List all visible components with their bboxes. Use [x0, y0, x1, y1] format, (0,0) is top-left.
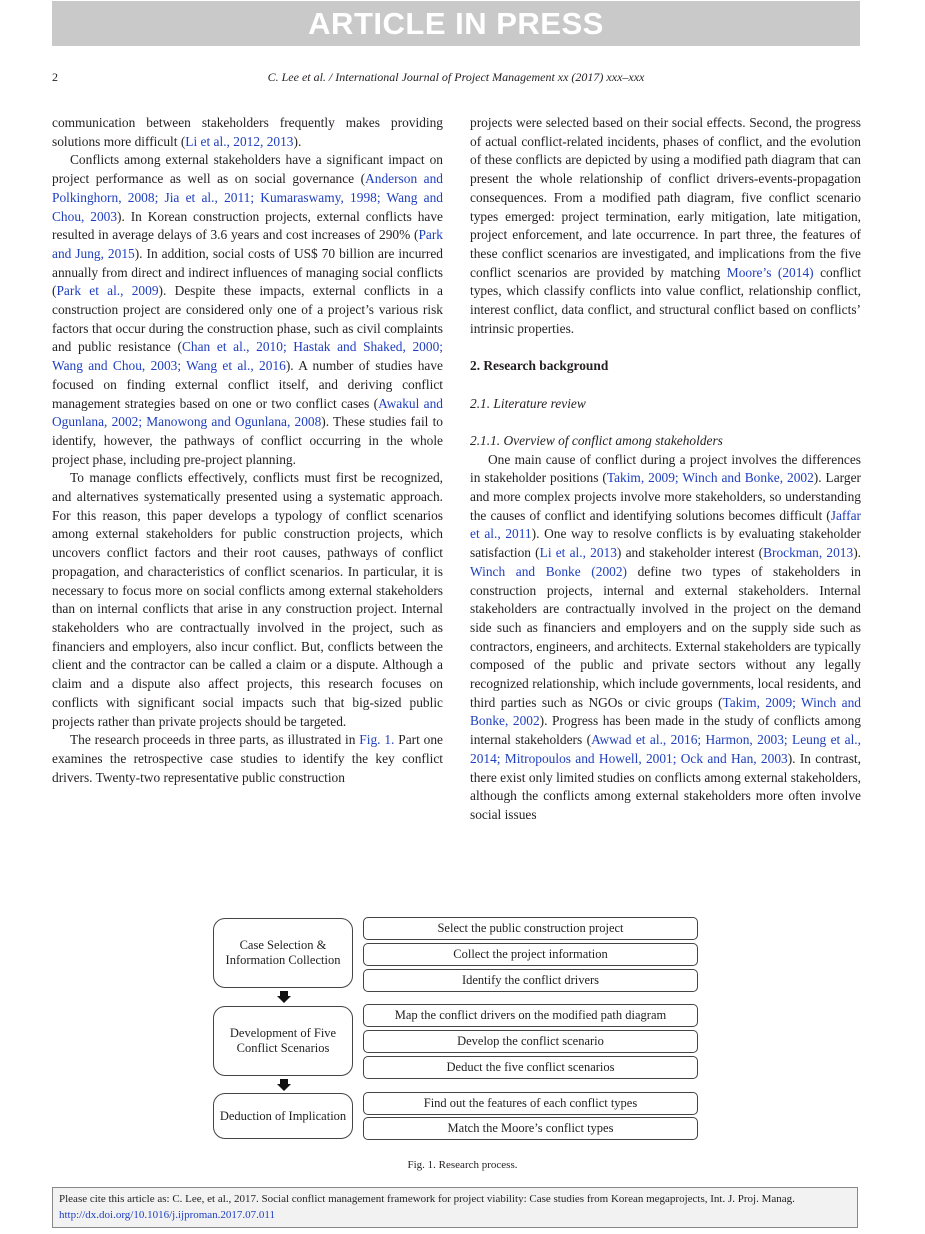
- figure-link[interactable]: Fig. 1.: [359, 732, 395, 748]
- left-column: [52, 114, 443, 787]
- section-heading: 2. Research background: [470, 358, 609, 374]
- citation-link[interactable]: Li et al., 2013: [539, 545, 617, 561]
- step-box: Select the public construction project: [363, 917, 698, 940]
- step-box: Collect the project information: [363, 943, 698, 966]
- step-box: Match the Moore’s conflict types: [363, 1117, 698, 1140]
- running-header: [52, 70, 860, 86]
- step-box: Identify the conflict drivers: [363, 969, 698, 992]
- step-box: Find out the features of each conflict types: [363, 1092, 698, 1115]
- citation-link[interactable]: Winch and Bonke (2002): [470, 563, 627, 579]
- citation-link[interactable]: Awakul and Ogunlana, 2002; Manowong and Ogunlana, 2008: [52, 395, 443, 430]
- citation-link[interactable]: Chan et al., 2010; Hastak and Shaked, 2000; Wang and Chou, 2003; Wang et al., 2016: [52, 339, 443, 374]
- stage-box-implication: Deduction of Implication: [213, 1093, 353, 1139]
- citation-link[interactable]: Park and Jung, 2015: [52, 227, 443, 261]
- citation-notice: [52, 1187, 858, 1228]
- citation-link[interactable]: Anderson and Polkinghorn, 2008; Jia et al., 2011; Kumaraswamy, 1998; Wang and Chou, 2003: [52, 171, 443, 224]
- article-in-press-banner: ARTICLE IN PRESS: [52, 1, 860, 46]
- step-box: Develop the conflict scenario: [363, 1030, 698, 1053]
- citation-link[interactable]: Takim, 2009; Winch and Bonke, 2002: [470, 694, 861, 729]
- down-arrow-icon: [277, 991, 291, 1003]
- stage-box-scenario-development: Development of Five Conflict Scenarios: [213, 1006, 353, 1076]
- paragraph: communication between stakeholders frequently makes providing solutions more difficult (Li et al., 2012, 2013).: [52, 115, 443, 149]
- paragraph: To manage conflicts effectively, conflicts must first be recognized, and alternatives systematically presented using a systematic approach. For this reason, this paper develops a typology of conflict scenarios among external stakeholders for public construction projects, which uncovers conflict factors and their root causes, pathways of conflict propagation, and characteristics of conflict scenarios. In particular, it is necessary to focus more on social conflicts among external stakeholders than on internal conflicts that arise in any construction project. Internal stakeholders who are contractually involved in the project, such as financiers and employers, also incur conflict. But, conflicts between the client and the contractor can be called a claim or a dispute. Although a claim and a dispute also affect projects, this research focuses on conflicts with significant social impacts such that big-sized public projects rather than private projects should be targeted.: [52, 470, 443, 729]
- step-box: Map the conflict drivers on the modified path diagram: [363, 1004, 698, 1027]
- subsubsection-heading: 2.1.1. Overview of conflict among stakeholders: [470, 432, 723, 448]
- citation-link[interactable]: Brockman, 2013: [763, 545, 854, 561]
- journal-reference: C. Lee et al. / International Journal of Project Management xx (2017) xxx–xxx: [267, 70, 645, 84]
- paragraph: Conflicts among external stakeholders have a significant impact on project performance as well as on social governance (Anderson and Polkinghorn, 2008; Jia et al., 2011; Kumaraswamy, 1998; Wang and Chou, 2003). In Korean construction projects, external conflicts have resulted in average delays of 3.6 years and cost increases of 290% (Park and Jung, 2015). In addition, social costs of US$ 70 billion are incurred annually from direct and indirect influences of managing social conflicts (Park et al., 2009). Despite these impacts, external conflicts in a construction project are considered only one of a project’s various risk factors that occur during the construction phase, such as civil complaints and public resistance (Chan et al., 2010; Hastak and Shaked, 2000; Wang and Chou, 2003; Wang et al., 2016). A number of studies have focused on finding external conflict itself, and deriving conflict management strategies based on one or two conflict cases (Awakul and Ogunlana, 2002; Manowong and Ogunlana, 2008). These studies fail to identify, however, the pathways of conflict occurring in the whole project phase, including pre-project planning.: [52, 152, 443, 467]
- down-arrow-icon: [277, 1079, 291, 1091]
- page-number: 2: [52, 70, 58, 84]
- citation-link[interactable]: Park et al., 2009: [56, 283, 159, 299]
- figure-caption: Fig. 1. Research process.: [407, 1159, 518, 1171]
- step-box: Deduct the five conflict scenarios: [363, 1056, 698, 1079]
- research-process-figure: [212, 916, 702, 1146]
- citation-link[interactable]: Jaffar et al., 2011: [470, 507, 861, 542]
- subsection-heading: 2.1. Literature review: [470, 395, 586, 411]
- citation-link[interactable]: Moore’s (2014): [726, 264, 814, 280]
- citation-link[interactable]: Awwad et al., 2016; Harmon, 2003; Leung et al., 2014; Mitropoulos and Howell, 2001; Ock and Han, 2003: [470, 732, 861, 766]
- citation-link[interactable]: Li et al., 2012, 2013: [185, 133, 294, 149]
- stage-box-case-selection: Case Selection & Information Collection: [213, 918, 353, 988]
- citation-link[interactable]: Takim, 2009; Winch and Bonke, 2002: [606, 470, 814, 486]
- doi-link[interactable]: http://dx.doi.org/10.1016/j.ijproman.2017.07.011: [59, 1209, 276, 1221]
- citation-text: Please cite this article as: C. Lee, et al., 2017. Social conflict management framework for project viability: Case studies from Korean megaprojects, Int. J. Proj. Manag.: [59, 1193, 795, 1205]
- paragraph: The research proceeds in three parts, as illustrated in Fig. 1. Part one examines the retrospective case studies to identify the key conflict drivers. Twenty-two representative public construction: [52, 732, 444, 785]
- paragraph: One main cause of conflict during a project involves the differences in stakeholder positions (Takim, 2009; Winch and Bonke, 2002). Larger and more complex projects involve more stakeholders, so understanding the causes of conflict and identifying solutions becomes difficult (Jaffar et al., 2011). One way to resolve conflicts is by evaluating stakeholder satisfaction (Li et al., 2013) and stakeholder interest (Brockman, 2013). Winch and Bonke (2002) define two types of stakeholders in construction projects, internal and external stakeholders. Internal stakeholders are contractually involved in the project on the demand side such as financiers and employers and on the supply side such as contractors, engineers, and architects. External stakeholders are typically composed of the public and private sectors without any legally recognized relationship, which include governments, local residents, and third parties such as NGOs or civic groups (Takim, 2009; Winch and Bonke, 2002). Progress has been made in the study of conflicts among internal stakeholders (Awwad et al., 2016; Harmon, 2003; Leung et al., 2014; Mitropoulos and Howell, 2001; Ock and Han, 2003). In contrast, there exist only limited studies on conflicts among external stakeholders, although the conflicts among external stakeholders more often involve social issues: [470, 451, 862, 822]
- right-column: [470, 114, 861, 825]
- paragraph: projects were selected based on their social effects. Second, the progress of actual conflict-related incidents, phases of conflict, and the evolution of these conflicts are depicted by using a modified path diagram that can present the whole relationship of conflict drivers-events-propagation consequences. From a modified path diagram, five conflict scenario types emerged: project termination, early mitigation, late mitigation, project enforcement, and late occurrence. In part three, the features of these conflict scenarios are investigated, and implications from the five conflict scenarios are provided by matching Moore’s (2014) conflict types, which classify conflicts into value conflict, relationship conflict, interest conflict, data conflict, and structural conflict based on conflicts’ intrinsic properties.: [470, 115, 861, 336]
